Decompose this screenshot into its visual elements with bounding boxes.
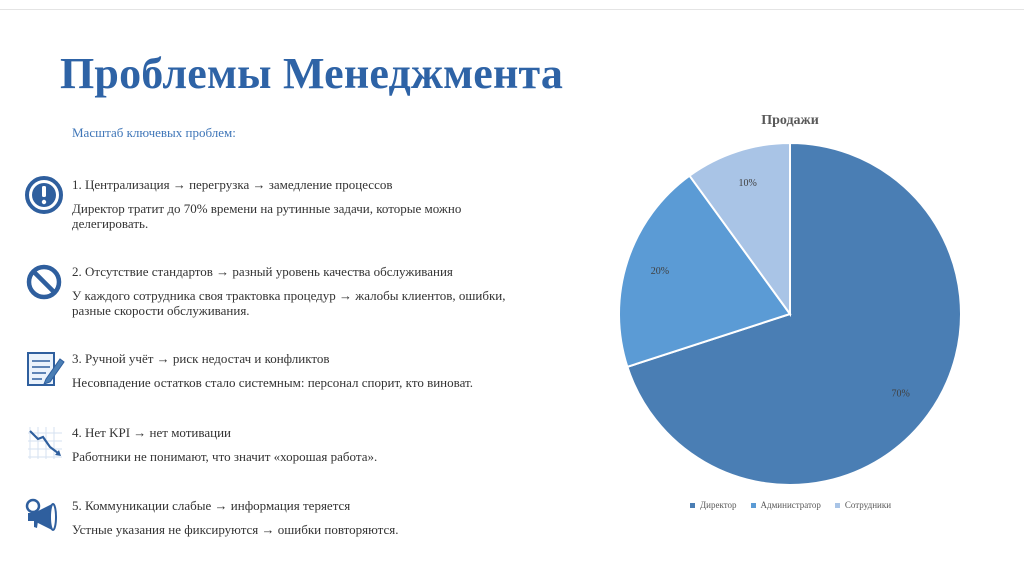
problem-item-3 (0, 351, 560, 411)
problem-description: Устные указания не фиксируются → ошибки повторяются. (72, 522, 399, 537)
problem-item-4 (0, 425, 560, 485)
top-rule (0, 0, 1024, 10)
slide-subtitle: Масштаб ключевых проблем: (72, 125, 236, 140)
problem-title: 2. Отсутствие стандартов → разный уровень качества обслуживания (72, 264, 453, 279)
pie-data-label: 10% (738, 178, 757, 190)
problem-description: У каждого сотрудника своя трактовка процедур → жалобы клиентов, ошибки, разные скорости обслуживания. (72, 288, 506, 318)
pie-chart (600, 130, 980, 500)
declining-chart-icon (22, 421, 66, 465)
problem-description: Несовпадение остатков стало системным: персонал спорит, кто виноват. (72, 375, 473, 390)
legend-label: Директор (700, 500, 737, 510)
problem-title: 3. Ручной учёт → риск недостач и конфликтов (72, 351, 330, 366)
megaphone-icon (22, 494, 66, 538)
problem-item-1 (0, 177, 560, 237)
problem-description: Работники не понимают, что значит «хорошая работа». (72, 449, 378, 464)
legend-swatch (835, 503, 840, 508)
legend-swatch (751, 503, 756, 508)
problem-title: 1. Централизация → перегрузка → замедление процессов (72, 177, 393, 192)
pie-data-label: 20% (650, 266, 670, 278)
slide-title: Проблемы Менеджмента (60, 49, 564, 98)
problem-title: 4. Нет KPI → нет мотивации (72, 425, 231, 440)
legend-swatch (690, 503, 695, 508)
notepad-pencil-icon (22, 347, 66, 391)
chart-title: Продажи (761, 113, 819, 128)
exclamation-icon (22, 173, 66, 217)
legend-item-director (690, 500, 737, 510)
legend-label: Администратор (760, 500, 821, 510)
problem-description: Директор тратит до 70% времени на рутинные задачи, которые можно делегировать. (72, 201, 462, 231)
problem-title: 5. Коммуникации слабые → информация теряется (72, 498, 351, 513)
no-entry-icon (22, 260, 66, 304)
problem-item-5 (0, 498, 560, 558)
legend-item-staff (835, 500, 891, 510)
legend-item-administrator (751, 500, 821, 510)
problem-item-2 (0, 264, 560, 324)
pie-data-label: 70% (891, 388, 910, 400)
legend-label: Сотрудники (844, 500, 892, 510)
chart-legend (690, 498, 891, 512)
